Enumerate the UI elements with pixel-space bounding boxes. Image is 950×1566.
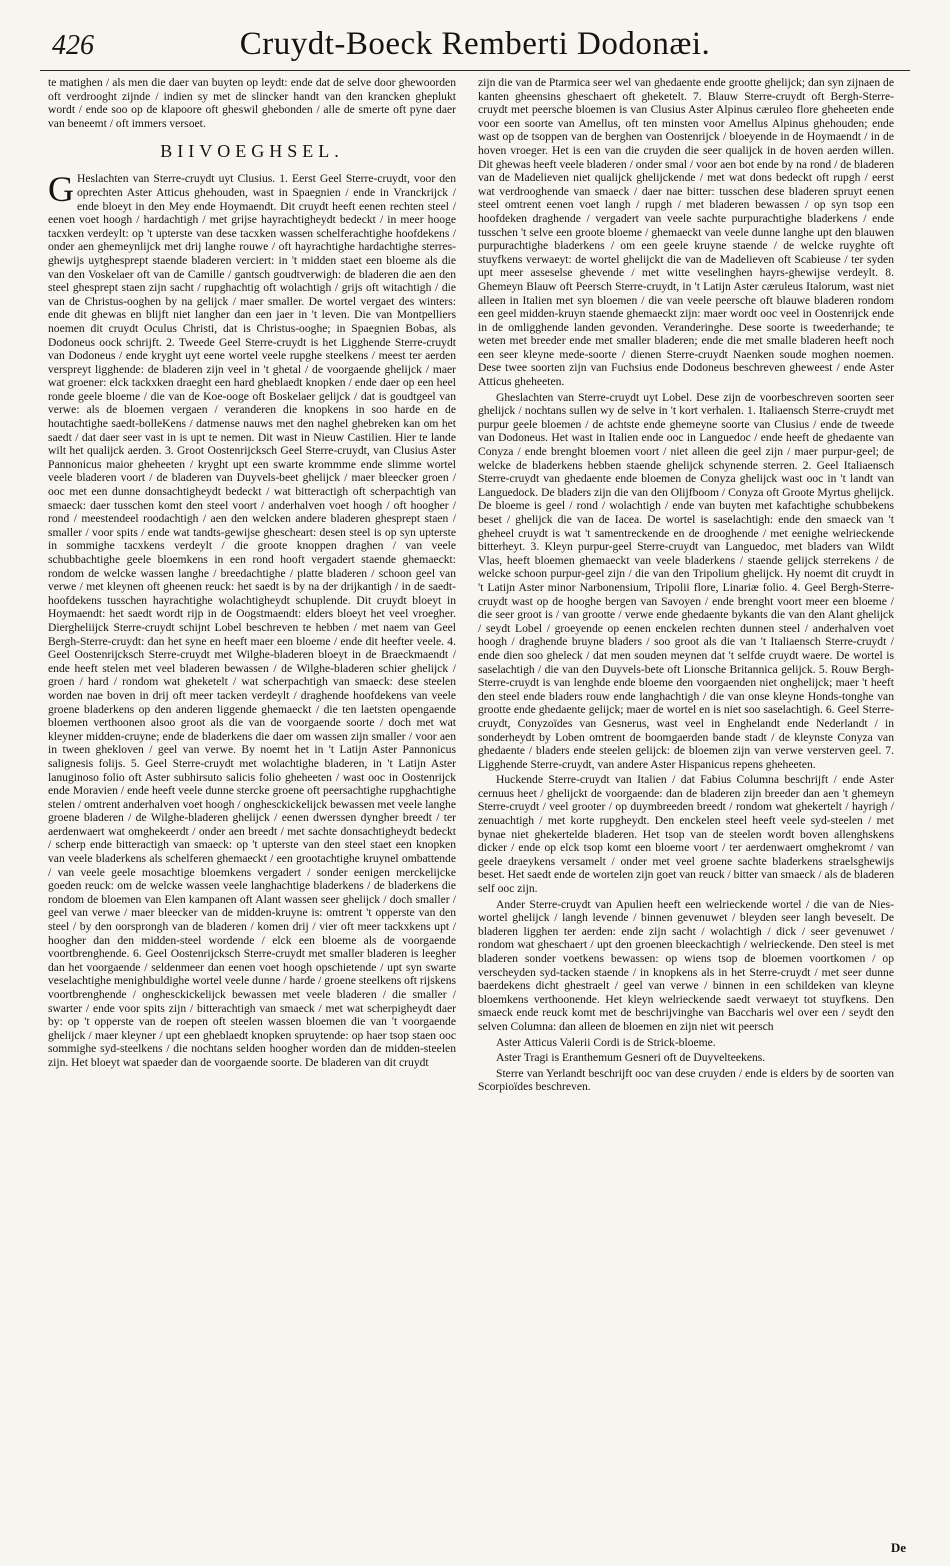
note-cordi: Aster Atticus Valerii Cordi is de Strick-bloeme. <box>496 1035 716 1049</box>
apulien-paragraph: Ander Sterre-cruydt van Apulien heeft een welrieckende wortel / die van de Nies-wortel ghelijck / langh levende / binnen gevenuwet / bleyden seer langh beveselt. De bladeren ligghen ter aerden: ende zijn sacht / wolachtigh / dick / seer gevenuwet / rondom wat gheschaert / upt den groenen bleeckachtigh / welrieckende. Den steel is met bladeren sonder voetkens bewassen: op wiens tsop de bloemen voortkomen / op verscheyden syd-tacken staende / in knopkens als in het Sterre-cruydt / met seer dunne baerdekens dicht ghestraelt / geel van verwe / binnen in een schildeken van kleyne bloemkens verthoonende. Het kleyn welrieckende saedt verwaeyt tot stuyfkens. Den smaeck ende reuck komt met de beschrijvinghe van Baccharis wel over een / seydt den selven Columna: dan alleen de bloemen en zijn niet wit peersch <box>478 897 894 1033</box>
drop-capital: G <box>48 169 74 210</box>
left-column <box>48 76 456 1540</box>
right-column <box>478 76 894 1540</box>
paragraph-continuation: zijn die van de Ptarmica seer wel van ghedaente ende grootte ghelijck; dan syn zijnaen de kanten gheensins gheschaert oft gheketelt. 7. Blauw Sterre-cruydt oft Bergh-Sterre-cruydt met peersche bloemen is van Clusius Aster Alpinus cæruleo flore gheheeten ende voor een soorte van Amellus, oft ten minsten voor Amellus Alpinus ghehouden; ende wast op de tsoppen van de berghen van Oostenrijck / bloeyende in de Hoymaendt / in de hoven vroeger. Het is een van die cruyden die seer qualijck in de hoven aerden willen. Dit ghewas heeft veele bladeren / onder smal / voor aen bot ende by na rond / de bladeren van de Madelieven niet qualijck ghelijckende / met wat dons bedeckt oft rupgh / eerst wat verdrooghende van smaeck / daer nae bitter: tusschen dese bladeren spruyt eenen steel omtrent eenen voet langh / rupgh / met bladeren bewassen / op syn tsop een hoofdeken draghende / vergadert van veele sachte purpurachtighe bladerkens / ende tusschen 't selve een groote bloeme / ghemaeckt van veele dunne langhe upt den blauwen purpurachtighe bladerkens / om een geele kruyne staende / de welcke ruyghte oft stuyfkens verwaeyt: de wortel ghelijckt die van de Madelieven oft Scabieuse / ter syden upt meer asseselse ghevende / met witte veselinghen hayrs-ghewijse verdeylt. 8. Ghemeyn Blauw oft Peersch Sterre-cruydt, in 't Latijn Aster cæruleus Italorum, wast niet alleen in Italien met syn bloemen / die van veele peersche oft blauwe bladeren rondom een geel midden-kruyn staende ghemaeckt zijn: maer wordt ooc veel in Oostenrijck ende in de omligghende landen gevonden. Veranderinghe. Dese soorte is tweederhande; te weten met breeder ende met smaller bladeren; ende die met smalle bladeren heeft noch een seer kleyne mede-soorte / dienen Sterre-cruydt Naenken soude moghen noemen. Dese twee soorten zijn van Fuchsius ende Dodoneus beschreven gheweest / ende Aster Atticus gheheeten. <box>478 76 894 389</box>
catchword: De <box>890 1540 906 1555</box>
page-number: 426 <box>52 30 94 61</box>
book-title: Cruydt-Boeck Remberti Dodonæi. <box>239 26 711 62</box>
section-heading: BIIVOEGHSEL. <box>160 141 344 162</box>
lobel-paragraph: Gheslachten van Sterre-cruydt uyt Lobel. Dese zijn de voorbeschreven soorten seer ghelijck / nochtans sullen wy de selve in 't kort verhalen. 1. Italiaensch Sterre-cruydt met purpur geele bloemen / de achtste ende ghemeyne soorte van Clusius / ende de tweede van Dodoneus. Het wast in Italien ende ooc in Languedoc / ende heeft de ghedaente van Conyza / ende brenght bloemen voort / niet alleen die geel zijn / maer purpur-geel; de welcke de bladerkens hebben staende ghelijck schynende sterren. 2. Geel Italiaensch Sterre-cruydt van ghedaente ende bloemen de Conyza ghelijck wast ooc in 't landt van Languedock. De bladers zijn die van den Olijfboom / Conyza oft Groote Myrtus ghelijck. De bloeme is geel / rond / wolachtigh / ende van buyten met kafachtighe schubbekens beset / ghelijck die van de Iacea. De wortel is saselachtigh: ende den smaeck van 't gheheel cruydt is wat 't samentreckende en de drooghende / met eenighe welrieckende bitterheyt. 3. Kleyn purpur-geel Sterre-cruydt van Languedoc, met bladers van Wildt Vlas, heeft bloemen ghemaeckt van veele bladerkens / staende gelijck sterrekens / de welcke schoon purpur-geel zijn / die van den Tripolium ghelijck. Hy noemt dit cruydt in 't Latijn Aster minor Narbonensium, Tripolii flore, Linariæ folio. 4. Geel Bergh-Sterre-cruydt wast op de hooghe bergen van Savoyen / ende brenght voort meer een bloeme / die seer groot is / van grootte / verwe ende ghedaente bykants die van den Alant ghelijck / seydt Lobel / groeyende op eenen enckelen rechten dunnen steel / anderhalven voet hoogh / draghende bruyne bladers / soo groot als die van 't Italiaensch Sterre-cruydt / ende dien soo gheleck / dat men souden meynen dat 't selfde cruydt waere. De wortel is saselachtigh / die van den Duyvels-bete oft Lionsche Britannica gelijck. 5. Rouw Bergh-Sterre-cruydt is van lenghde ende bloeme den voorgaenden niet onghelijck; maer 't heeft den steel ende bladers rouw ende langhachtigh / die van onse kleyne Honds-tonghe van grootte ende ghedaente gelijck; maer de wortel en is niet soo saselachtigh. 6. Geel Sterre-cruydt, Conyzoïdes van Gesnerus, wast veel in Enghelandt ende Nederlandt / in sonderheydt by Loben omtrent de boomgaerden bande stadt / de kleynste Conyza van ghedaente / bladers ende steelen gelijck: de bloemen zijn van verwe versterven geel. 7. Ligghende Sterre-cruydt, van andere Aster Hispanicus repens gheheeten. <box>478 390 894 771</box>
running-head <box>40 22 910 71</box>
intro-paragraph: te matighen / als men die daer van buyten op leydt: ende dat de selve door ghewoorden oft verdrooght zijnde / indien sy met de slincker handt van den krancken gheplukt wordt / ende soo op de klapoore oft gheswil ghebonden / alle de smerte oft pyne daer van beneemt / oft immers versoet. <box>48 76 456 130</box>
note-yerlandt: Sterre van Yerlandt beschrijft ooc van dese cruyden / ende is elders by de soorten van Scorpioïdes beschreven. <box>478 1066 894 1094</box>
clusius-text: Heslachten van Sterre-cruydt uyt Clusius. 1. Eerst Geel Sterre-cruydt, voor den oprechten Aster Atticus ghehouden, wast in Spaegnien / ende in Vranckrijck / ende bloeyt in den Mey ende Hoymaendt. Dit cruydt heeft eenen rechten steel / eenen voet hoogh / hardachtigh / met grijse hayrachtigheydt bedeckt / in meer hooge tacxken verdeylt: op 't upterste van dese tacxken wassen schelferachtighe hoofdekens / onder aen ghemeynlijck met drij langhe rouwe / oft hayrachtighe hardachtighe sterres-ghewijs uytghesprept staende bladeren verciert: in 't midden staet een bloeme als die van den Voskelaer oft van de Camille / gantsch goudtverwigh: de bladeren die aen den steel ghesprept staen zijn sacht / rupghachtig oft wolachtigh / grijs oft witachtigh / die van de Christus-ooghen by na gelijck / maer smaller. De wortel vergaet des winters: ende dit ghewas en blijft niet langher dan een jaer in 't leven. Die van Montpelliers noemen dit cruydt Oculus Christi, dat is Christus-ooghe; in Spaegnien Bobas, als Dodoneus oock schrijft. 2. Tweede Geel Sterre-cruydt is het Ligghende Sterre-cruydt van Dodoneus / ende kryght uyt eene wortel veele rupghe steelkens / meest ter aerden verspreyt ligghende: de bladeren zijn veel in 't ghetal / de voorgaende ghelijck / maer wat groener: elck tackxken draeght een hard gheblaedt knopken / ende daer op een heel ronde geele bloeme / die van de Koe-ooge oft Boskelaer gelijck / dat is goudtgeel van verwe: als de bloemen vergaen / veranderen die knopkens in soo harde en de houtachtighe saedt-bolleKens / datmense nauws met den naghel ghebreken kan om het saedt / dat daer seer vast in is upt te nemen. Dit wast in Nieuw Castilien. Hier te lande wilt het qualijck aerden. 3. Groot Oostenrijcksch Geel Sterre-cruydt, van Clusius Aster Pannonicus maior gheheeten / kryght upt een swarte krommme ende slimme wortel veele bladeren voort / de bladeren van Duyvels-beet ghelijck / maer bleecker groen / ooc met een dunne donsachtigheydt bedeckt / wat bitteractigh oft scherpachtigh van smaeck: daer tusschen komt den steel voort / anderhalven voet hoogh / oft hoogher / rond / meestendeel roodachtigh / aen den welcken andere bladeren ghesprept staen / smaller / voor spits / ende wat tandts-gewijse ghescheart: desen steel is op syn upterste in sommighe tacxkens verdeylt / die groote knoppen draghen / van veele schubbachtighe geele bloemkens in een rond hooft vergadert staende ghemaeckt: rondom de welcke wassen langhe / breedachtighe / platte bladeren / schoon geel van verwe / met kleynen oft gheenen reuck: het saedt is by na der drijkantigh / in de saedt-hoofdekens tusschen hayrachtighe wolachtigheydt schuplende. Dit cruydt bloeyt in Hoymaendt: het saedt wordt rijp in de Oogstmaendt: elders bloeyt het veel vroegher. Diergheliijck Sterre-cruydt schijnt Lobel beschreven te hebben / met naem van Geel Bergh-Sterre-cruydt: dan het syne en heeft maer een bloeme / ende dit heefter veele. 4. Geel Oostenrijcksch Sterre-cruydt met Wilghe-bladeren bloeyt in de Braeckmaendt / ende heeft stelen met veel bladeren bewassen / de Wilghe-bladeren schier ghelijck / groen / hard / rondom wat gheketelt / wat scherpachtigh van smaeck: dese steelen worden nae boven in drij oft meer tacken verdeylt / draghende hoofdekens van veele groene bladerkens op den anderen liggende ghemaeckt / die ten laetsten opengaende bloemen verthoonen alsoo groot als die van de voorgaende soorte / doch met wat kleyner midden-cruyne; ende de bladerkens die daer om wassen zijn smaller / voor aen in tween ghekloven / geel van verwe. By noemt het in 't Latijn Aster Pannonicus salignesis folijs. 5. Geel Sterre-cruydt met wolachtighe bladeren, in 't Latijn Aster lanuginoso folio oft Aster subhirsuto salicis folio gheheeten / wast ooc in Oostenrijck ende Moravien / ende heeft veele dunne stercke groene oft peersachtighe rupghachtighe stelen / omtrent anderhalven voet hoogh / onghesckickelijck bewassen met veele langhe groene bladeren / de Wilghe-bladeren ghelijck / eenen dwerssen dyngher breedt / ter aerdenwaert wat omghekeerdt / onder aen breedt / met sachte donsachtigheydt bedeckt / scherp ende bitteractigh van smaeck: op 't upterste van den steel staet een knopken van veele bladerkens als schelferen ghemaeckt / een grootachtighe kruynel ombattende / van veele geele mosachtige bloemkens vergadert / sonder eenigen merckelijcke goeden reuck: om de welcke wassen veele langhachtige bladerkens / de bladerkens die rondom de bloemen van Elen kampanen oft Alant wassen seer ghelijck / doch smaller / geel van verwe / maer bleecker van de midden-kruyne is: omtrent 't opperste van den steel / by den oorsprongh van de bladeren / komen drij / vier oft meer tackxkens upt / hoogher dan den midden-steel wordende / elck een bloeme als de voorgaende voortbrenghende. 6. Geel Oostenrijcksch Sterre-cruydt met smaller bladeren is leegher dan het voorgaende / seldenmeer dan eenen voet hoogh opschietende / upt syn swarte veselachtighe menighbuldighe wortel veele dunne / harde / groene steelkens oft rijskens voortbrenghende / onghesckickelijck bewassen met veele bladeren / die smaller / swarter / ende voor spits zijn / bitterachtigh van smaeck / met wat scherpigheydt daer by: op 't opperste van de roepen oft steelen wassen bloemen die van 't voorgaende ghelijck / maer kleyner / upt een gheblaedt knopken spruytende: op haer tsop staen ooc sommighe syd-steelkens / die nochtans selden hoogher worden dan de midden-steelen zijn. Het bloeyt wat spaeder dan de voorgaende soorte. De bladeren van dit cruydt <box>48 172 456 1069</box>
note-tragi: Aster Tragi is Eranthemum Gesneri oft de Duyvelteekens. <box>496 1051 766 1065</box>
clusius-paragraph <box>48 169 456 1069</box>
columna-paragraph: Huckende Sterre-cruydt van Italien / dat Fabius Columna beschrijft / ende Aster cernuus heet / ghelijckt de voorgaende: dan de bladeren zijn breeder dan aen 't ghemeyn Sterre-cruydt / veel grooter / op duymbreeden breedt / rondom wat ghekertelt / hayrigh / zenuachtigh / met korte rupgheydt. Den enckelen steel heeft veele syd-steelen / met bynae niet ghekertelde bladeren. Het tsop van de steelen wordt boven allenghskens dicker / ende op elck tsop komt een bloeme voort / ter aerdenwaert omghekromt / van geele draeykens versamelt / onder met veel groene sachte bladerkens straelsghewijs beset. Het saedt ende de wortelen zijn goet van reuck / bitter van smaeck / als de bladeren self ooc zijn. <box>478 773 894 896</box>
